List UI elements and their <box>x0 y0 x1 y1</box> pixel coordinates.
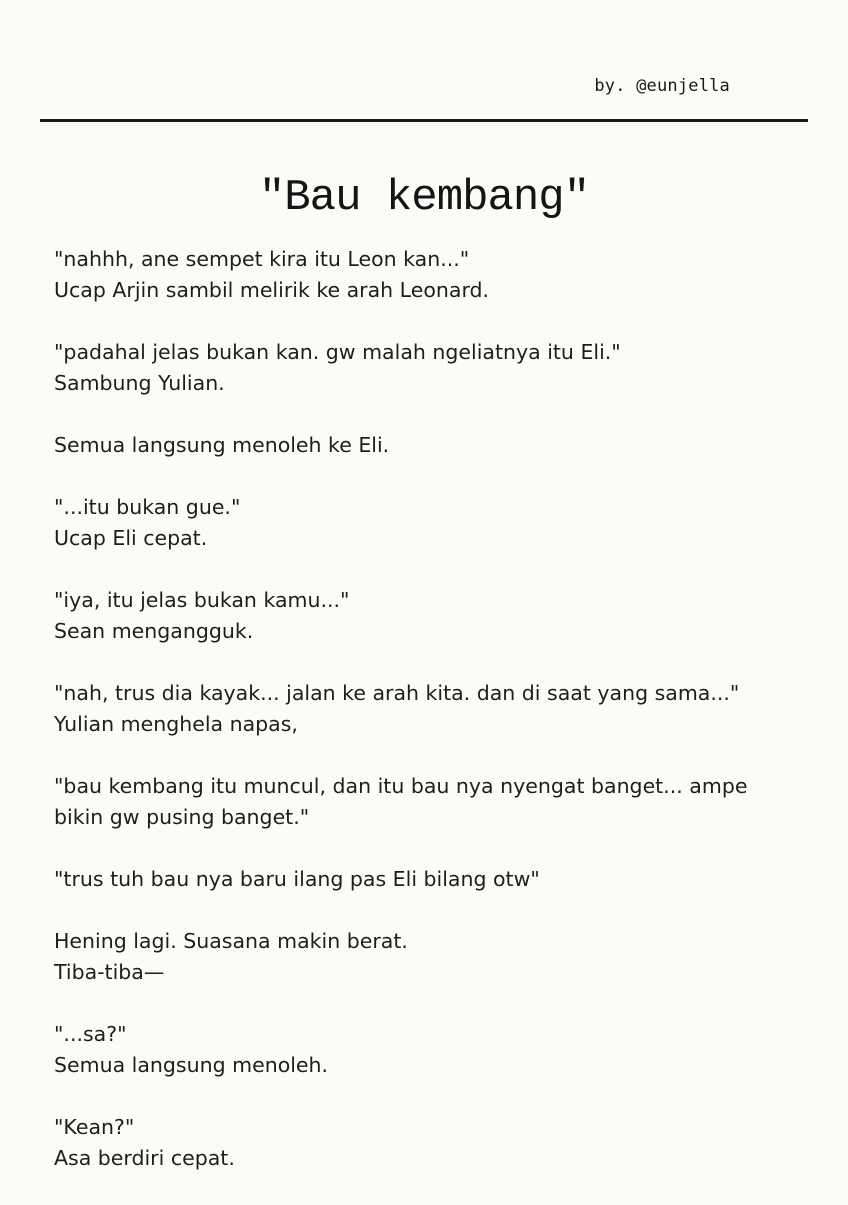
paragraph <box>54 771 804 833</box>
text-line: "iya, itu jelas bukan kamu..." <box>54 588 350 612</box>
text-line: Ucap Arjin sambil melirik ke arah Leonard. <box>54 278 490 302</box>
paragraph <box>54 585 804 647</box>
text-line: Asa berdiri cepat. <box>54 1146 235 1170</box>
text-line: "trus tuh bau nya baru ilang pas Eli bilang otw" <box>54 867 540 891</box>
story-title: "Bau kembang" <box>258 173 590 223</box>
text-line: "bau kembang itu muncul, dan itu bau nya nyengat banget... ampe <box>54 774 748 798</box>
text-line: Semua langsung menoleh. <box>54 1053 329 1077</box>
text-line: Yulian menghela napas, <box>54 712 298 736</box>
text-line: "...sa?" <box>54 1022 127 1046</box>
story-body <box>54 244 804 1205</box>
text-line: Ucap Eli cepat. <box>54 526 208 550</box>
text-line: Tiba-tiba— <box>54 960 165 984</box>
paragraph <box>54 678 804 740</box>
text-line: Hening lagi. Suasana makin berat. <box>54 929 408 953</box>
text-line: Sambung Yulian. <box>54 371 225 395</box>
text-line: "Kean?" <box>54 1115 135 1139</box>
text-line: Sean mengangguk. <box>54 619 254 643</box>
text-line: "nah, trus dia kayak... jalan ke arah kita. dan di saat yang sama..." <box>54 681 740 705</box>
paragraph <box>54 1019 804 1081</box>
text-line: "padahal jelas bukan kan. gw malah ngeliatnya itu Eli." <box>54 340 621 364</box>
paragraph <box>54 492 804 554</box>
author-byline: by. @eunjella <box>594 76 730 96</box>
text-line: bikin gw pusing banget." <box>54 805 310 829</box>
paragraph <box>54 864 804 895</box>
paragraph <box>54 337 804 399</box>
header-divider <box>40 119 808 122</box>
paragraph <box>54 430 804 461</box>
text-line: "nahhh, ane sempet kira itu Leon kan..." <box>54 247 470 271</box>
paragraph <box>54 244 804 306</box>
text-line: Semua langsung menoleh ke Eli. <box>54 433 390 457</box>
paragraph <box>54 1112 804 1174</box>
text-line: "...itu bukan gue." <box>54 495 241 519</box>
paragraph <box>54 926 804 988</box>
